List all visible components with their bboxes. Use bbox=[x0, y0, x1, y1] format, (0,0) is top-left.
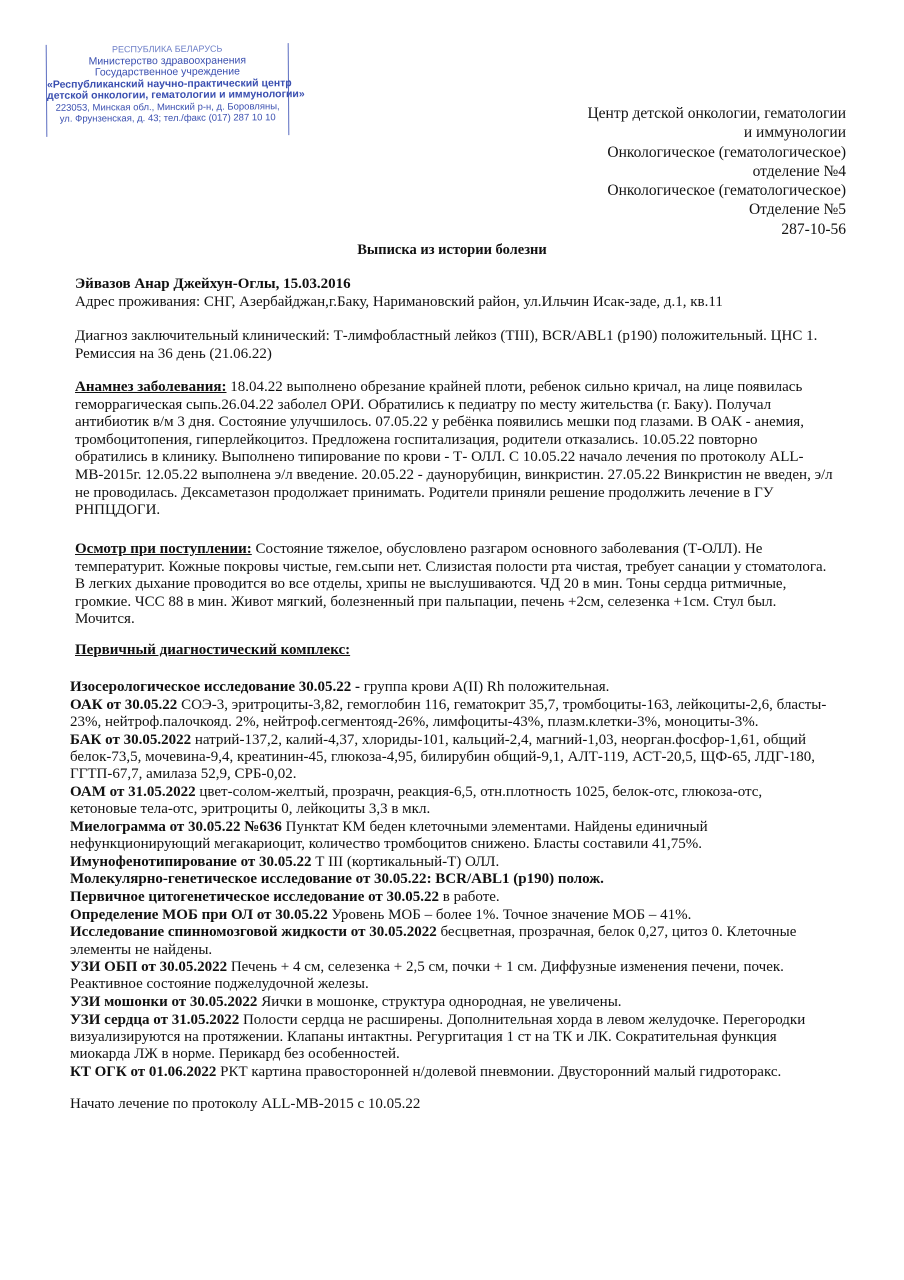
header-line: и иммунологии bbox=[743, 124, 846, 142]
test-text: миокарда ЛЖ в норме. Перикард без особенностей. bbox=[70, 1046, 400, 1063]
anamnesis-line: антибиотик в/м 3 дня. Состояние улучшилось. 07.05.22 у ребёнка появились мешки под глазами. В ОАК - анемия, bbox=[75, 414, 804, 431]
diagnosis-line: Диагноз заключительный клинический: Т-лимфобластный лейкоз (TIII), BCR/ABL1 (p190) положительный. ЦНС 1. bbox=[75, 328, 818, 344]
test-entry bbox=[70, 819, 855, 853]
header-line: отделение №4 bbox=[752, 162, 846, 180]
test-text: РКТ картина правосторонней н/долевой пневмонии. Двусторонний малый гидроторакс. bbox=[216, 1063, 782, 1080]
test-entry bbox=[70, 697, 855, 731]
test-title: Миелограмма от 30.05.22 №636 bbox=[70, 818, 282, 835]
test-entry bbox=[70, 679, 855, 696]
exam-line: Состояние тяжелое, обусловлено разгаром основного заболевания (Т-ОЛЛ). Не bbox=[251, 541, 763, 557]
test-text: Т III (кортикальный-Т) ОЛЛ. bbox=[311, 853, 500, 870]
test-entry bbox=[70, 732, 855, 784]
test-text: цвет-солом-желтый, прозрачн, реакция-6,5, отн.плотность 1025, белок-отс, глюкоза-отс, bbox=[195, 783, 763, 800]
header-line: 287-10-56 bbox=[781, 220, 846, 238]
tests-list bbox=[70, 679, 855, 1082]
test-title: БАК от 30.05.2022 bbox=[70, 731, 192, 748]
test-text: визуализируются на протяжении. Клапаны интактны. Регургитация 1 ст на ТК и ЛК. Сократительная функция bbox=[70, 1029, 777, 1046]
test-entry bbox=[70, 1064, 855, 1081]
header-line: Отделение №5 bbox=[748, 201, 846, 219]
stamp-line: детской онкологии, гематологии и иммунологии» bbox=[46, 88, 305, 102]
exam-label: Осмотр при поступлении: bbox=[75, 541, 252, 557]
test-text: Полости сердца не расширены. Дополнительная хорда в левом желудочке. Перегородки bbox=[239, 1011, 806, 1028]
primary-complex-block bbox=[75, 642, 845, 660]
exam-block bbox=[75, 541, 845, 629]
test-text: Яички в мошонке, структура однородная, не увеличены. bbox=[257, 994, 622, 1011]
test-entry bbox=[70, 889, 855, 906]
stamp-line: ул. Фрунзенская, д. 43; тел./факс (017) 287 10 10 bbox=[59, 112, 276, 125]
test-title: ОАМ от 31.05.2022 bbox=[70, 783, 196, 800]
patient-block bbox=[75, 276, 845, 311]
test-title: Определение МОБ при ОЛ от 30.05.22 bbox=[70, 906, 328, 923]
test-entry bbox=[70, 924, 855, 958]
stamp-line: «Республиканский научно-практический центр bbox=[46, 76, 292, 91]
exam-line: В легких дыхание проводится во все отделы, хрипы не выслушиваются. ЧД 20 в мин. Тоны сердца ритмичные, bbox=[75, 576, 787, 593]
department-header bbox=[587, 104, 846, 239]
stamp-line: РЕСПУБЛИКА БЕЛАРУСЬ bbox=[111, 43, 223, 55]
test-title: Первичное цитогенетическое исследование от 30.05.22 bbox=[70, 888, 440, 905]
primary-complex-label: Первичный диагностический комплекс: bbox=[75, 642, 351, 658]
test-text: кетоновые тела-отс, эритроциты 0, лейкоциты 3,3 в мкл. bbox=[70, 800, 431, 817]
test-text: 23%, нейтроф.палочкояд. 2%, нейтроф.сегментояд-26%, лимфоциты-43%, плазм.клетки-3%, моноциты-3%. bbox=[70, 713, 759, 730]
test-title: КТ ОГК от 01.06.2022 bbox=[70, 1063, 217, 1080]
test-text: Реактивное состояние поджелудочной железы. bbox=[70, 976, 369, 993]
anamnesis-line: обратились в клинику. Выполнено типирование по крови - Т- ОЛЛ. С 10.05.22 начало лечения по протоколу ALL- bbox=[75, 449, 804, 466]
stamp-line: Министерство здравоохранения bbox=[88, 53, 247, 68]
test-title: Имунофенотипирование от 30.05.22 bbox=[70, 853, 312, 870]
test-text: бесцветная, прозрачная, белок 0,27, цитоз 0. Клеточные bbox=[436, 924, 797, 941]
test-text: : BCR/ABL1 (p190) полож. bbox=[426, 871, 604, 888]
diagnosis-line: Ремиссия на 36 день (21.06.22) bbox=[75, 345, 272, 362]
patient-name: Эйвазов Анар Джейхун-Оглы, 15.03.2016 bbox=[75, 276, 351, 292]
test-text: элементы не найдены. bbox=[70, 941, 213, 958]
header-line: Центр детской онкологии, гематологии bbox=[587, 105, 846, 122]
test-entry bbox=[70, 854, 855, 871]
test-title: ОАК от 30.05.22 bbox=[70, 696, 178, 713]
anamnesis-line: не проводилась. Дексаметазон продолжает принимать. Родители приняли решение продолжить лечение в ГУ bbox=[75, 484, 774, 501]
test-title: УЗИ мошонки от 30.05.2022 bbox=[70, 994, 258, 1011]
test-text: ГГТП-67,7, амилаза 52,9, СРБ-0,02. bbox=[70, 766, 297, 783]
test-text: Печень + 4 см, селезенка + 2,5 см, почки + 1 см. Диффузные изменения печени, почек. bbox=[227, 959, 784, 976]
anamnesis-line: РНПЦДОГИ. bbox=[75, 502, 161, 519]
test-title: Исследование спинномозговой жидкости от 30.05.2022 bbox=[70, 924, 437, 941]
exam-line: громкие. ЧСС 88 в мин. Живот мягкий, болезненный при пальпации, печень +2см, селезенка +1см. Стул был. bbox=[75, 593, 777, 610]
test-entry bbox=[70, 1012, 855, 1064]
treatment-start-note: Начато лечение по протоколу ALL-MB-2015 с 10.05.22 bbox=[70, 1096, 421, 1112]
anamnesis-line: тромбоцитопения, гиперлейкоцитоз. Предложена госпитализация, родители отказались. 10.05.22 повторно bbox=[75, 431, 758, 448]
anamnesis-block bbox=[75, 379, 845, 520]
stamp-line: Государственное учреждение bbox=[94, 65, 240, 79]
anamnesis-label: Анамнез заболевания: bbox=[75, 379, 227, 395]
institution-stamp bbox=[46, 43, 305, 137]
document-title: Выписка из истории болезни bbox=[357, 242, 547, 258]
test-entry bbox=[70, 871, 855, 888]
test-title: УЗИ ОБП от 30.05.2022 bbox=[70, 959, 228, 976]
test-entry bbox=[70, 907, 855, 924]
test-entry bbox=[70, 959, 855, 993]
exam-line: Мочится. bbox=[75, 611, 135, 628]
test-text: нефункционирующий мегакариоцит, количество тромбоцитов снижено. Бласты составили 41,75%. bbox=[70, 835, 702, 852]
test-text: группа крови A(II) Rh положительная. bbox=[360, 679, 610, 695]
test-title: Изосерологическое исследование 30.05.22 - bbox=[70, 679, 361, 695]
diagnosis-block bbox=[75, 328, 845, 363]
anamnesis-line: MB-2015г. 12.05.22 выполнена э/л введение. 20.05.22 - даунорубицин, винкристин. 27.05.22 Винкристин не введен, э/л bbox=[75, 466, 833, 483]
test-entry bbox=[70, 994, 855, 1011]
test-text: в работе. bbox=[439, 888, 500, 905]
test-title: Молекулярно-генетическое исследование от 30.05.22 bbox=[70, 871, 427, 888]
stamp-line: 223053, Минская обл., Минский р-н, д. Боровляны, bbox=[55, 100, 280, 114]
test-entry bbox=[70, 784, 855, 818]
anamnesis-line: 18.04.22 выполнено обрезание крайней плоти, ребенок сильно кричал, на лице появилась bbox=[226, 379, 803, 395]
test-text: СОЭ-3, эритроциты-3,82, гемоглобин 116, гематокрит 35,7, тромбоциты-163, лейкоциты-2,6, бласты- bbox=[177, 696, 827, 713]
test-text: Уровень МОБ – более 1%. Точное значение МОБ – 41%. bbox=[327, 906, 692, 923]
test-text: натрий-137,2, калий-4,37, хлориды-101, кальций-2,4, магний-1,03, неорган.фосфор-1,61, общий bbox=[191, 731, 806, 748]
patient-address: Адрес проживания: СНГ, Азербайджан,г.Баку, Наримановский район, ул.Ильчин Исак-заде, д.1, кв.11 bbox=[75, 293, 723, 310]
exam-line: температурит. Кожные покровы чистые, гем.сыпи нет. Слизистая полости рта чистая, требует санации у стоматолога. bbox=[75, 558, 827, 575]
anamnesis-line: геморрагическая сыпь.26.04.22 заболел ОРИ. Обратились к педиатру по месту жительства (г. Баку). Получал bbox=[75, 396, 772, 413]
test-text: белок-73,5, мочевина-9,4, креатинин-45, глюкоза-4,95, билирубин общий-9,1, АЛТ-119, АСТ-20,5, ЩФ-65, ЛДГ-180, bbox=[70, 748, 816, 765]
header-line: Онкологическое (гематологическое) bbox=[607, 143, 846, 161]
test-text: Пунктат КМ беден клеточными элементами. Найдены единичный bbox=[281, 818, 708, 835]
test-title: УЗИ сердца от 31.05.2022 bbox=[70, 1011, 240, 1028]
header-line: Онкологическое (гематологическое) bbox=[607, 182, 846, 200]
